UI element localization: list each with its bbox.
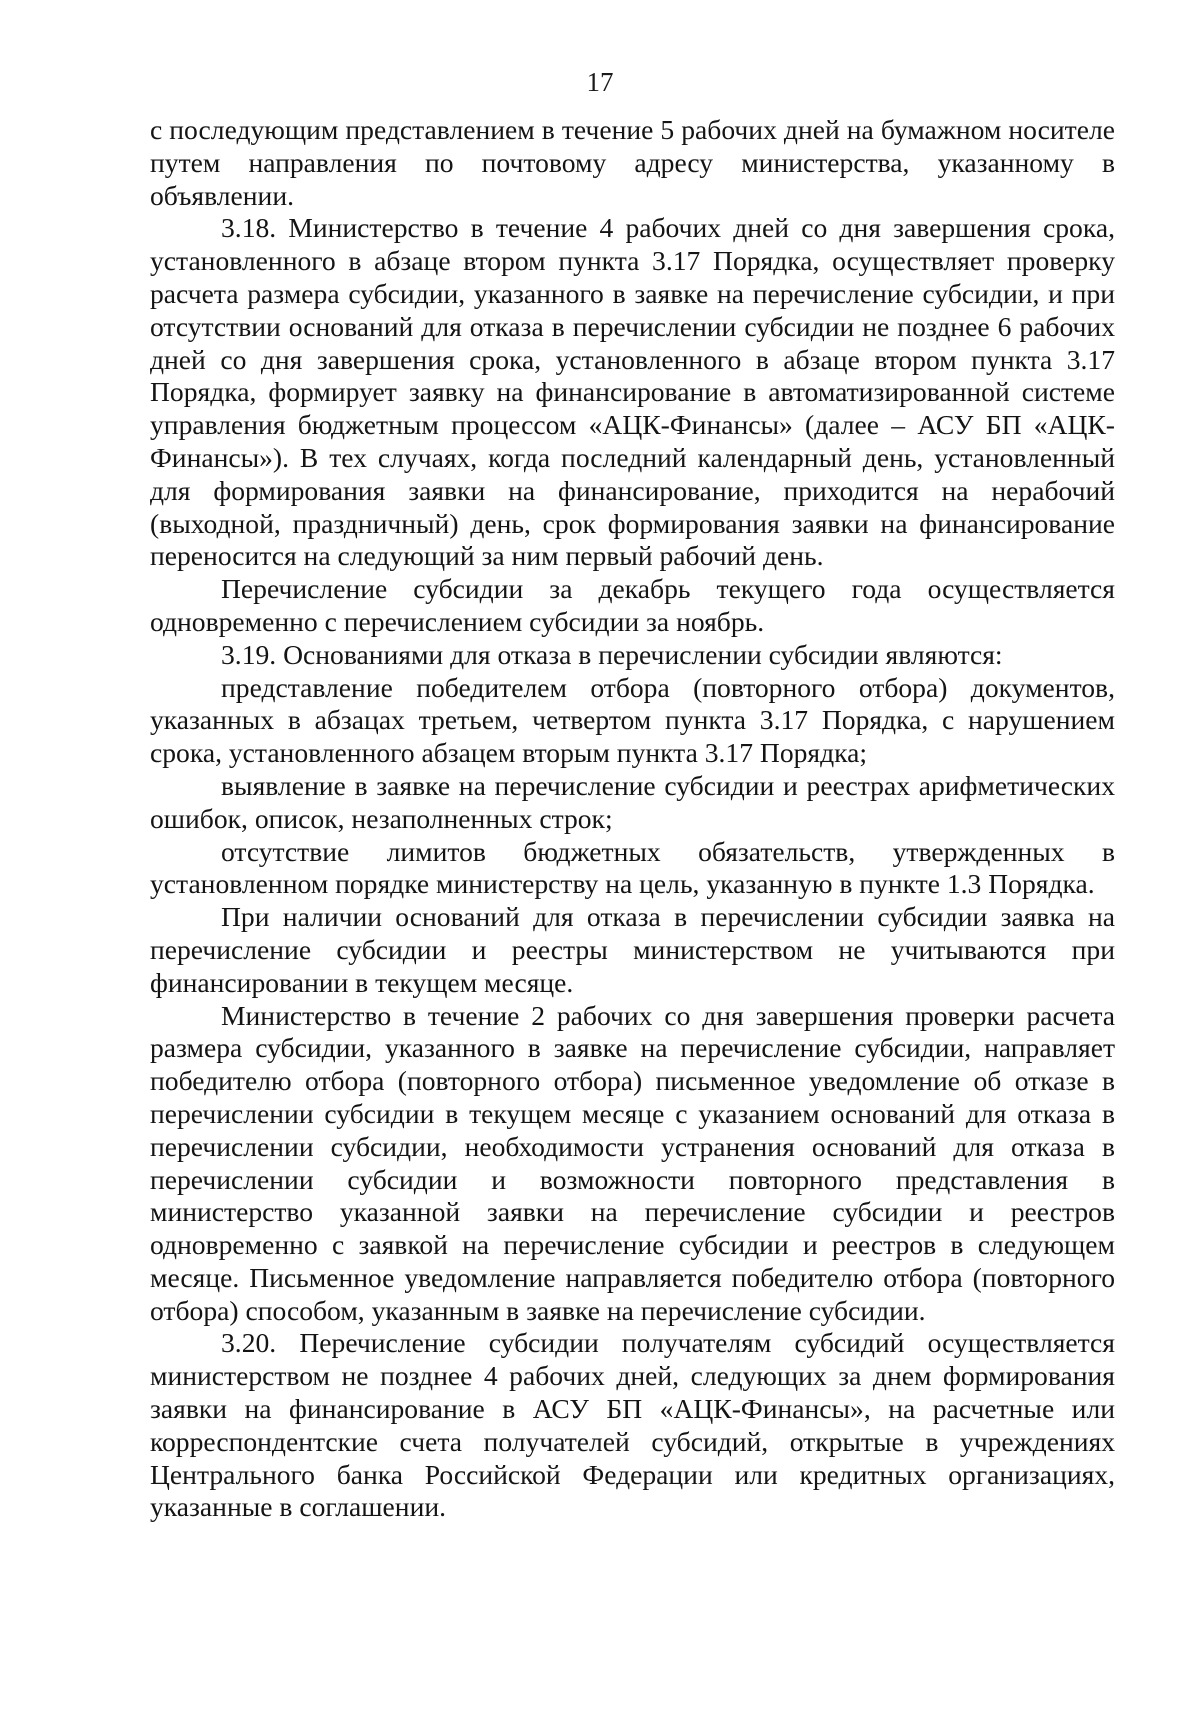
paragraph-december-transfer: Перечисление субсидии за декабрь текущего года осуществляется одновременно с перечислением субсидии за ноябрь. (150, 573, 1115, 637)
paragraph-reason-late-documents: представление победителем отбора (повторного отбора) документов, указанных в абзацах третьем, четвертом пункта 3.17 Порядка, с нарушением срока, установленного абзацем вторым пункта 3.17 Порядка; (150, 671, 1115, 769)
paragraph-refusal-notification: Министерство в течение 2 рабочих со дня завершения проверки расчета размера субсидии, указанного в заявке на перечисление субсидии, направляет победителю отбора (повторного отбора) письменное уведомление об отказе в перечислении субсидии в текущем месяце с указанием оснований для отказа в перечислении субсидии, необходимости устранения оснований для отказа в перечислении субсидии и возможности повторного представления в министерство указанной заявки на перечисление субсидии и реестров одновременно с заявкой на перечисление субсидии и реестров в следующем месяце. Письменное уведомление направляется победителю отбора (повторного отбора) способом, указанным в заявке на перечисление субсидии. (150, 999, 1115, 1326)
paragraph-3-18: 3.18. Министерство в течение 4 рабочих дней со дня завершения срока, установленного в абзаце втором пункта 3.17 Порядка, осуществляет проверку расчета размера субсидии, указанного в заявке на перечисление субсидии, и при отсутствии оснований для отказа в перечислении субсидии не позднее 6 рабочих дней со дня завершения срока, установленного в абзаце втором пункта 3.17 Порядка, формирует заявку на финансирование в автоматизированной системе управления бюджетным процессом «АЦК-Финансы» (далее – АСУ БП «АЦК-Финансы»). В тех случаях, когда последний календарный день, установленный для формирования заявки на финансирование, приходится на нерабочий (выходной, праздничный) день, срок формирования заявки на финансирование переносится на следующий за ним первый рабочий день. (150, 212, 1115, 572)
paragraph-refusal-consequence: При наличии оснований для отказа в перечислении субсидии заявка на перечисление субсидии и реестры министерством не учитываются при финансировании в текущем месяце. (150, 901, 1115, 998)
paragraph-continuation: с последующим представлением в течение 5 рабочих дней на бумажном носителе путем направления по почтовому адресу министерства, указанному в объявлении. (150, 114, 1115, 211)
paragraph-reason-errors: выявление в заявке на перечисление субсидии и реестрах арифметических ошибок, описок, незаполненных строк; (150, 769, 1115, 834)
body-text (150, 114, 1115, 1524)
paragraph-3-19: 3.19. Основаниями для отказа в перечислении субсидии являются: (221, 638, 1003, 670)
page-number: 17 (586, 67, 614, 97)
paragraph-3-20: 3.20. Перечисление субсидии получателям субсидий осуществляется министерством не позднее 4 рабочих дней, следующих за днем формирования заявки на финансирование в АСУ БП «АЦК-Финансы», на расчетные или корреспондентские счета получателей субсидий, открытые в учреждениях Центрального банка Российской Федерации или кредитных организациях, указанные в соглашении. (150, 1327, 1115, 1523)
paragraph-reason-no-limits: отсутствие лимитов бюджетных обязательств, утвержденных в установленном порядке министерству на цель, указанную в пункте 1.3 Порядка. (150, 835, 1115, 900)
